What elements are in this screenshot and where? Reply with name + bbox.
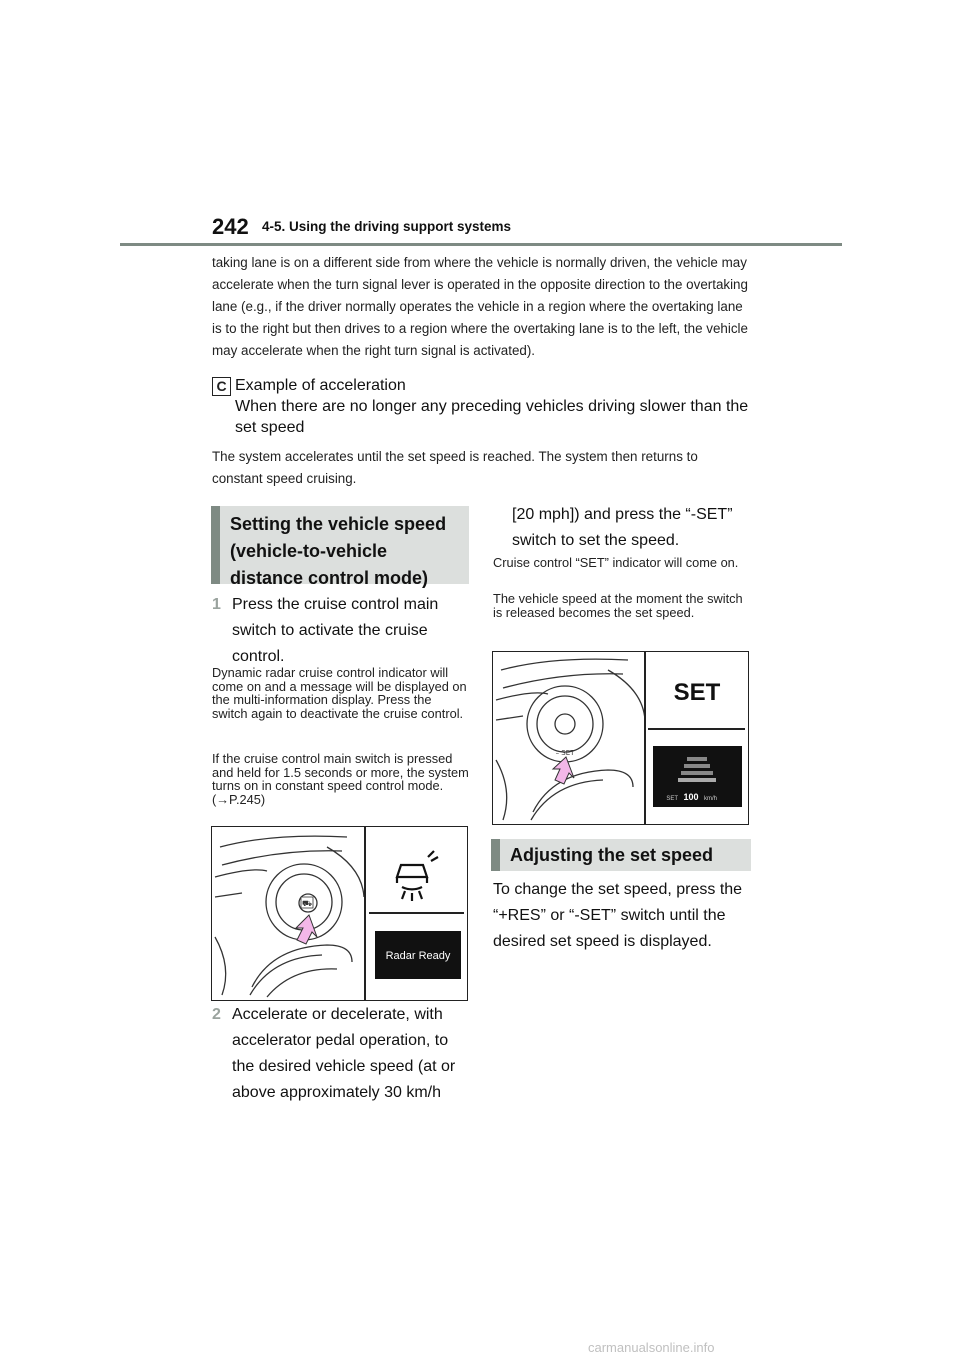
note-set-speed: The vehicle speed at the moment the switch is released becomes the set speed. [493, 591, 743, 620]
radar-cruise-indicator-icon [397, 851, 438, 901]
radar-ready-text: Radar Ready [385, 950, 451, 962]
steering-wheel-illustration [215, 836, 364, 997]
step-2-continued: [20 mph]) and press the “-SET” switch to set the speed. [512, 506, 733, 549]
heading-adjust-speed: Adjusting the set speed [491, 839, 751, 871]
watermark: carmanualsonline.info [588, 1340, 715, 1355]
note-indicator: Dynamic radar cruise control indicator will come on and a message will be displayed on the multi-information display. Press the switch again to deactivate the cruise control. [212, 665, 467, 721]
acceleration-note: The system accelerates until the set speed is reached. The system then returns to constant speed cruising. [212, 449, 698, 486]
step-2-text: Accelerate or decelerate, with accelerator pedal operation, to the desired vehicle speed (at or above approximately 30 km/h [232, 1006, 456, 1101]
step-1-number: 1 [212, 596, 221, 613]
step-2 [212, 1002, 474, 1106]
example-title: Example of acceleration [235, 377, 406, 394]
set-speed-value: 100 [683, 792, 699, 802]
figure-set-switch [492, 651, 749, 825]
intro-paragraph: taking lane is on a different side from where the vehicle is normally driven, the vehicle may accelerate when the turn signal lever is operated in the opposite direction to the overtaking lane (e.g., if the driver normally operates the vehicle in a region where the overtaking lane is to the right but then drives to a region where the overtaking lane is to the left, the vehicle may accelerate when the right turn signal is activated). [212, 255, 748, 358]
steering-wheel-illustration [496, 659, 645, 820]
example-badge: C [212, 377, 231, 396]
page-number: 242 [212, 214, 249, 239]
step-1 [212, 592, 474, 670]
note-set-indicator: Cruise control “SET” indicator will come on. [493, 555, 739, 570]
figure-main-switch [211, 826, 468, 1001]
radar-switch-icon [301, 897, 313, 908]
set-speed-prefix: SET [666, 796, 678, 802]
adjust-speed-text: To change the set speed, press the “+RES” or “-SET” switch until the desired set speed is displayed. [493, 881, 743, 950]
heading-setting-speed: Setting the vehicle speed (vehicle-to-vehicle distance control mode) [211, 506, 469, 584]
note-hold-switch: If the cruise control main switch is pressed and held for 1.5 seconds or more, the system turns on in constant speed control mode. (→P.245) [212, 751, 469, 807]
example-block [235, 375, 755, 438]
header-divider [120, 243, 842, 246]
set-speed-unit: km/h [704, 796, 718, 802]
set-indicator-text: SET [673, 679, 721, 706]
example-description: When there are no longer any preceding vehicles driving slower than the set speed [235, 398, 749, 436]
set-switch-label: – SET [555, 749, 575, 757]
step-1-text: Press the cruise control main switch to activate the cruise control. [232, 596, 439, 665]
section-title: 4-5. Using the driving support systems [262, 219, 512, 234]
step-2-number: 2 [212, 1006, 221, 1023]
svg-text:⛟: ⛟ [301, 899, 313, 908]
